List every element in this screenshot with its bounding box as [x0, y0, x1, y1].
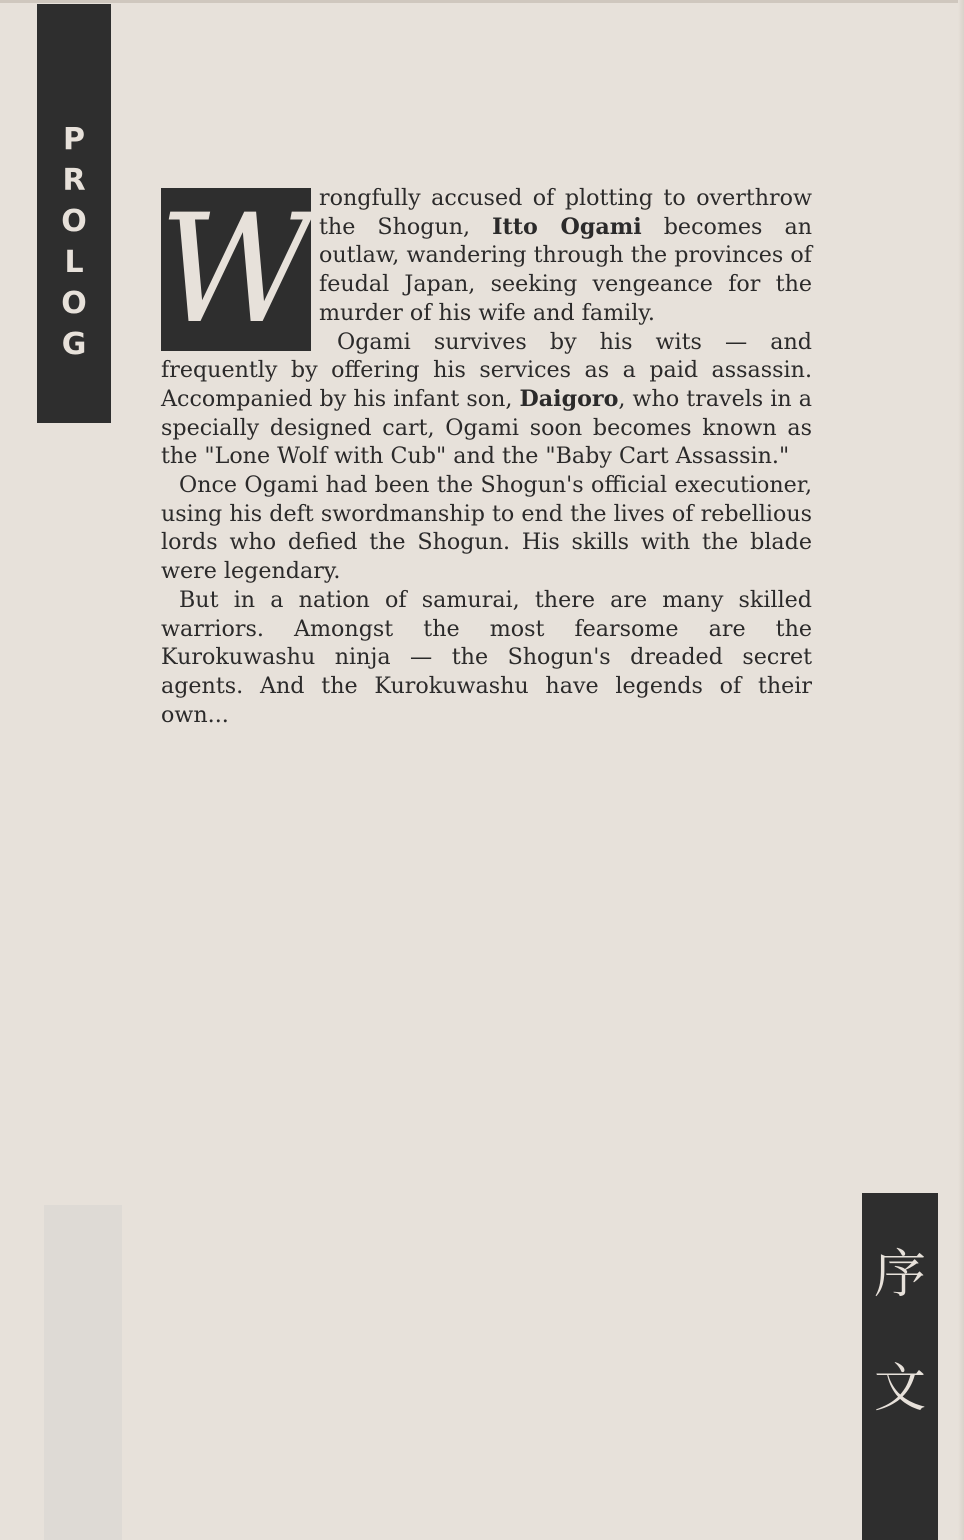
kanji-char: 文	[873, 1359, 926, 1419]
tab-letter: L	[64, 245, 84, 280]
kanji-char: 序	[873, 1245, 926, 1305]
kanji-side-tab	[862, 1193, 938, 1540]
tab-letter: R	[62, 163, 86, 198]
paragraph-2-text-b: , who travels in a specially designed cart, Ogami soon becomes known as the "Lone Wolf with Cub" and the "Baby Cart Assassin."	[161, 385, 812, 470]
tab-letter: P	[63, 122, 85, 157]
name-itto-ogami: Itto Ogami	[492, 213, 642, 240]
page-right-edge	[958, 0, 964, 1540]
prolog-body	[158, 182, 812, 729]
prolog-side-tab	[37, 4, 111, 423]
paragraph-2-text-a: Ogami survives by his wits — and frequently by offering his services as a paid assassin. Accompanied by his infant son,	[161, 328, 812, 412]
drop-cap-spacer	[161, 184, 319, 334]
page-top-edge	[0, 0, 964, 3]
tab-letter: O	[61, 286, 87, 321]
paragraph-1-text-a: rongfully accused of plotting to overthrow the Shogun,	[319, 185, 812, 240]
tab-letter: O	[61, 204, 87, 239]
tab-letter: G	[61, 327, 87, 362]
prolog-letters	[37, 122, 111, 363]
name-daigoro: Daigoro	[519, 385, 619, 412]
paragraph-4: But in a nation of samurai, there are many skilled warriors. Amongst the most fearsome are the Kurokuwashu ninja — the Shogun's dreaded secret agents. And the Kurokuwashu have legends of their own...	[161, 586, 812, 728]
paragraph-1-text-b: becomes an outlaw, wandering through the provinces of feudal Japan, seeking vengeance for the murder of his wife and family.	[319, 213, 812, 326]
paragraph-2	[161, 328, 812, 472]
drop-cap-letter: W	[158, 182, 314, 357]
faded-strip	[44, 1205, 122, 1540]
paragraph-3: Once Ogami had been the Shogun's official executioner, using his deft swordmanship to end the lives of rebellious lords who defied the Shogun. His skills with the blade were legendary.	[161, 472, 812, 585]
